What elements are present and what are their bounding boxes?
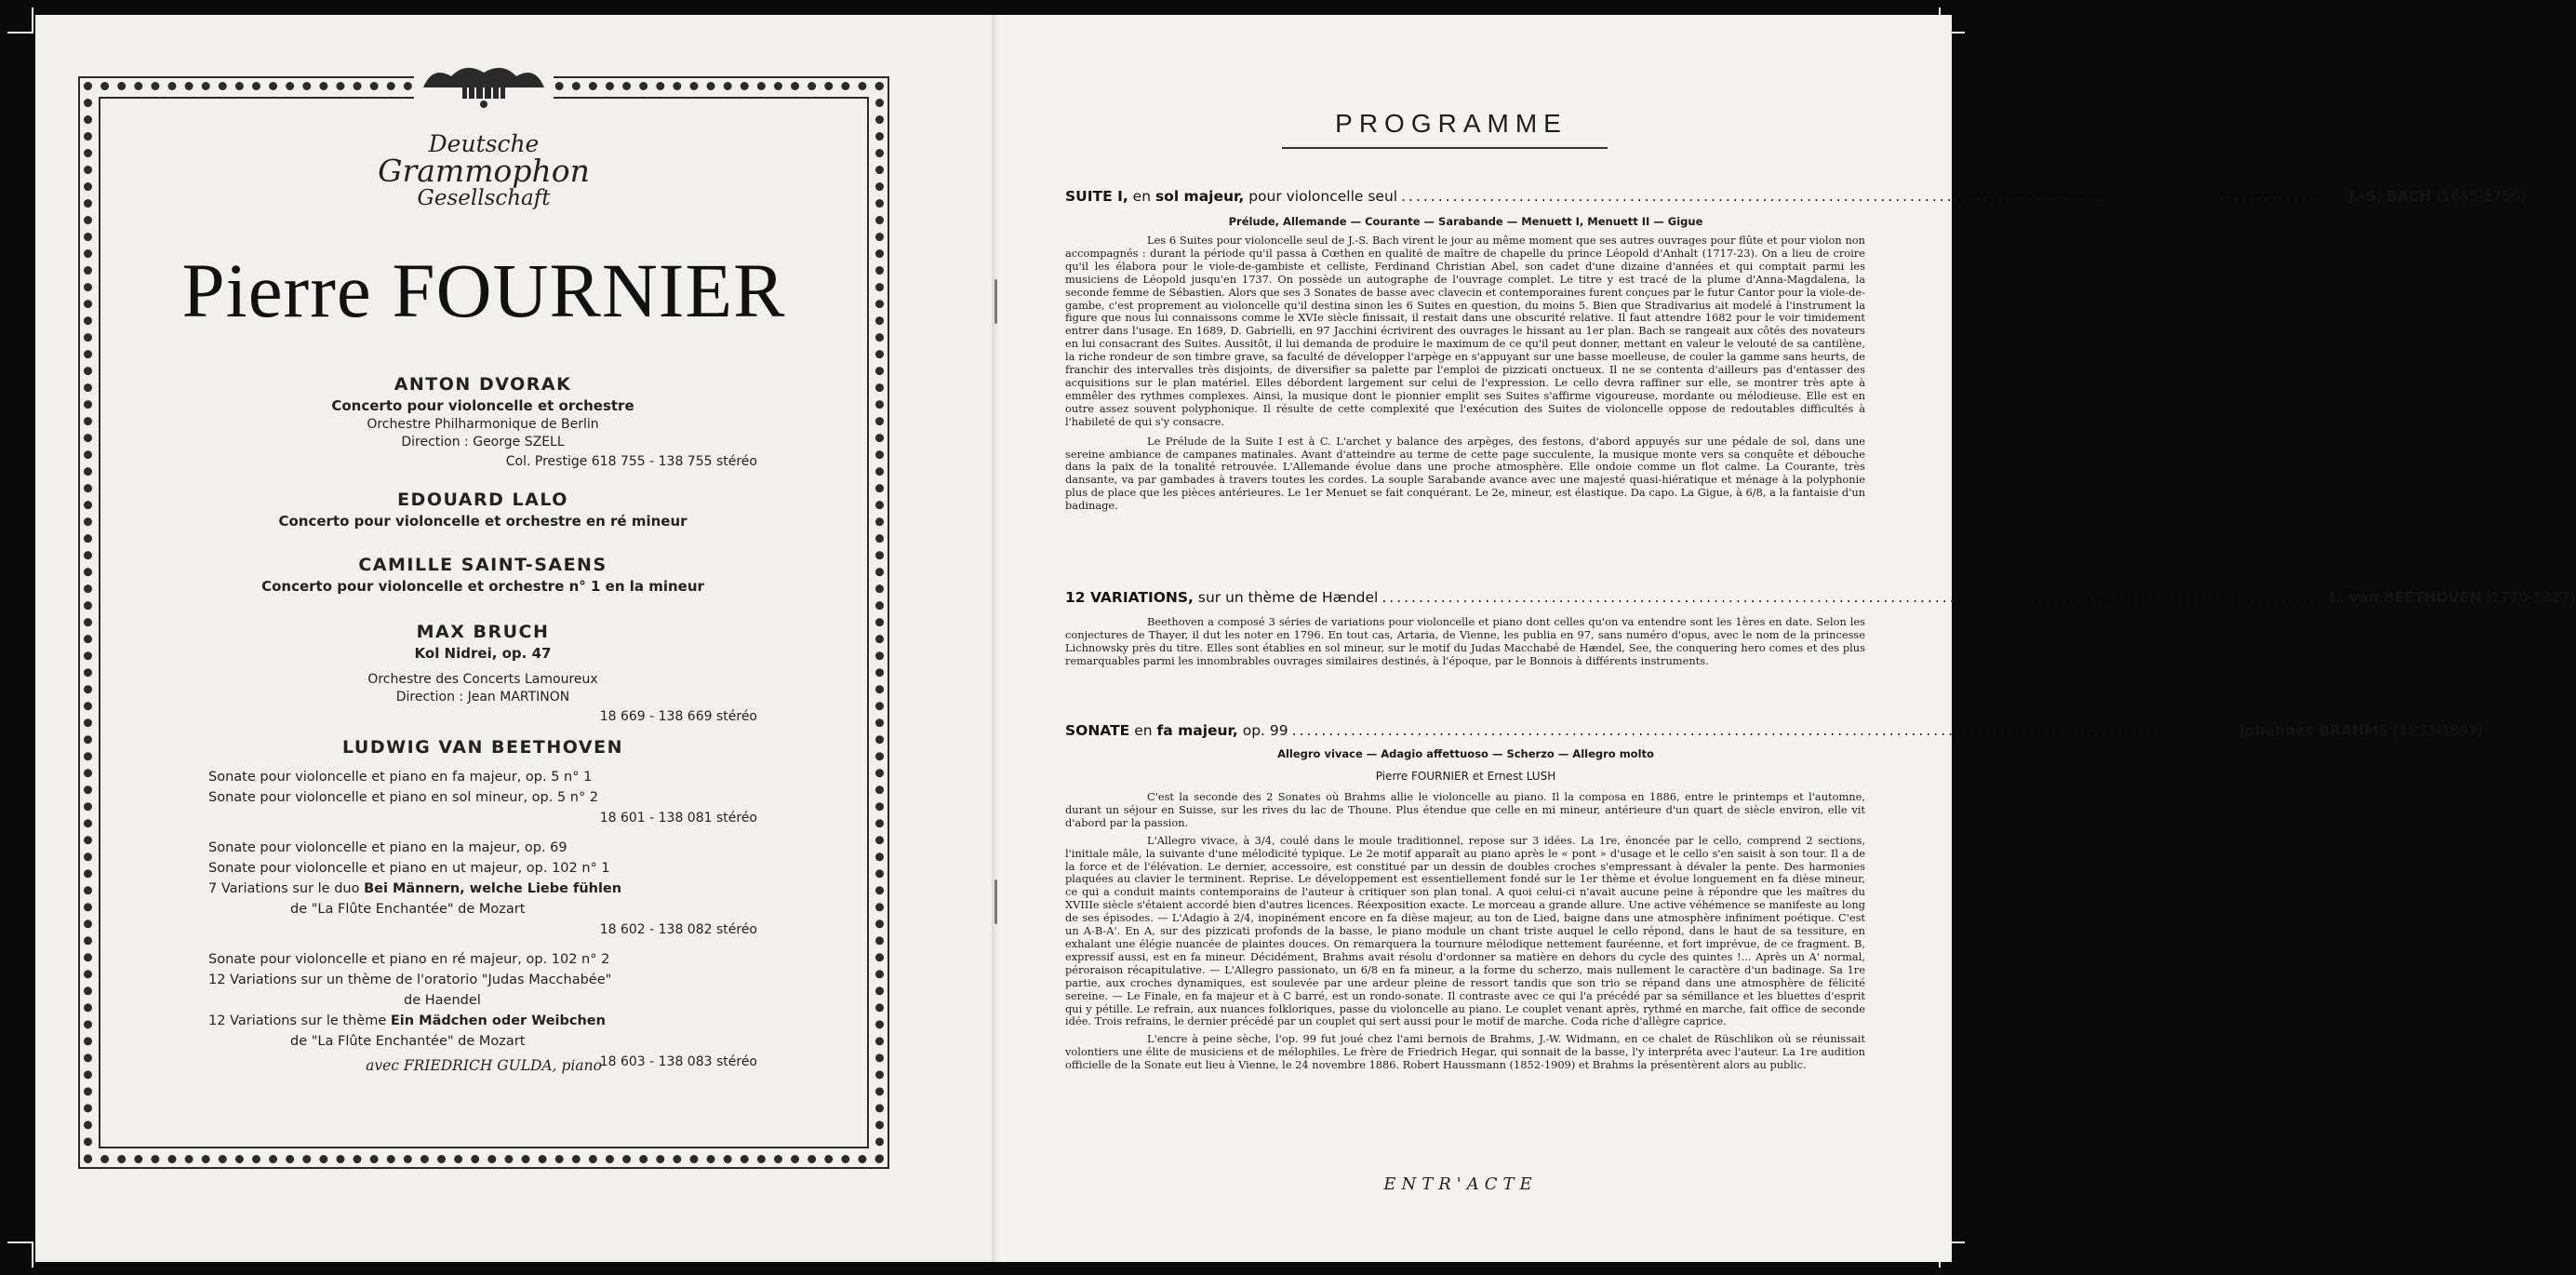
piece-heading-suite [1065,186,2526,207]
composer-name: ANTON DVORAK [394,374,572,395]
lalo-section [208,488,757,531]
catalog-number: 18 603 - 138 083 stéréo [599,1054,757,1069]
heading-text: pour violoncelle seul [1244,188,1398,205]
catalog-number: 18 601 - 138 081 stéréo [599,811,757,825]
piece-key: sol majeur, [1155,188,1245,205]
work-title: Concerto pour violoncelle et orchestre en ré mineur [278,513,687,530]
piece-key: fa majeur, [1156,722,1238,739]
logo-line: Grammophon [378,153,590,189]
director: Direction : Jean MARTINON [395,690,570,705]
piece-heading-variations [1065,587,2576,608]
piece-title: SONATE [1065,722,1130,739]
work-line: Sonate pour violoncelle et piano en ut majeur, op. 102 n° 1 [208,861,610,876]
composer-name: L. van BEETHOVEN [2329,589,2482,606]
programme-notes-bach [1065,235,1865,513]
paragraph: L'Allegro vivace, à 3/4, coulé dans le moule traditionnel, repose sur 3 idées. La 1re, énoncée par le cello, comprend 2 sections, l'initiale mâle, la suivante d'une mélodicité typique. Le 2e motif apparaît au piano après le « pont » d'usage et le cello s'en saisit à son tour. Il a de la force et de l'élévation. Le dernier, accessoire, est constitué par un dessin de doubles croches s'empressant à dévaler la pente. Des harmonies plaquées au clavier le terminent. Reprise. Le développement est essentiellement fondé sur le 1er thème et évolue longuement en fa dièse mineur, ce qui a conduit maints contemporains de l'auteur à critiquer son plan tonal. A quoi celui-ci n'avait aucune peine à répondre que les maîtres du XVIIIe siècle s'étaient accordé bien d'autres licences. Réexposition exacte. Le morceau a grande allure. Une active véhémence se manifeste au long de ses épisodes. — L'Adagio à 2/4, inopinément encore en fa dièse majeur, au ton de Lied, baigne dans une atmosphère infiniment poétique. C'est un A-B-A'. En A, sur des pizzicati profonds de la basse, le piano module un chant triste auquel le cello répond, dans le haut de sa tessiture, en exhalant une élégie nuancée de plaintes douces. On remarquera la tournure mélodique nettement fauréenne, et fort imprévue, de ce fragment. B, expressif aussi, est en fa mineur. Décidément, Brahms avait résolu d'ordonner sa matière en dehors du cycle des quintes !... Après un A' normal, péroraison récapitulative. — L'Allegro passionato, un 6/8 en fa mineur, a la forme du scherzo, mais nullement le caractère d'un badinage. Sa 1re partie, aux croches dynamiques, est soulevée par une ardeur pleine de ressort tandis que son trio se répand dans une atmosphère de félicité sereine. — Le Finale, en fa majeur et à C barré, est un rondo-sonate. Il contraste avec ce qui l'a précédé par sa sémillance et les bluettes d'esprit qui y pétille. Le refrain, aux nuances folkloriques, passe du violoncelle au piano. Le couplet venant après, rythmé en marche, fait office de seconde idée. Trois refrains, le dernier précédé par un couplet qui sert aussi pour le motif de marche. Coda riche d'allègre caprice. [1065,833,1865,1028]
scan-corner-mark [7,1241,33,1268]
composer-name: CAMILLE SAINT-SAENS [358,555,607,575]
beethoven-section [208,735,757,1072]
composer-name: EDOUARD LALO [397,490,568,510]
catalog-number: 18 602 - 138 082 stéréo [599,922,757,937]
work-line: Sonate pour violoncelle et piano en fa majeur, op. 5 n° 1 [208,770,593,785]
programme-notes-brahms [1065,791,1865,1072]
book-spine [992,15,999,1262]
work-line: de Haendel [404,993,481,1008]
performers: Pierre FOURNIER et Ernest LUSH [1375,770,1556,783]
staple [994,879,997,924]
programme-notes-beethoven [1065,616,1865,668]
work-title: Concerto pour violoncelle et orchestre [331,397,634,414]
director: Direction : George SZELL [401,435,565,450]
entracte-label: ENTR'ACTE [1383,1174,1538,1194]
composer-dates: (1833-1897) [2388,722,2484,739]
movement-list: Allegro vivace — Adagio affettuoso — Scherzo — Allegro molto [1277,747,1654,760]
dot-leader: ................................................................................................................................ [1291,722,2236,739]
title-underline [1282,147,1608,149]
composer-name: Johannès BRAHMS [2239,722,2389,739]
decorative-frame [78,76,889,1169]
heading-text: en [1129,722,1157,739]
paragraph: C'est la seconde des 2 Sonates où Brahms allie le violoncelle au piano. Il la composa en 1886, entre le printemps et l'automne, durant un séjour en Suisse, sur les rives du lac de Thoune. Plus étendue que celle en mi mineur, antérieure d'un quart de siècle environ, elle vit d'abord par la passion. [1065,790,1865,829]
staple [994,279,997,324]
scan-corner-mark [7,7,33,34]
composer-name: J.-S. BACH [2348,188,2432,205]
logo-line: Deutsche [428,130,540,157]
work-line: de "La Flûte Enchantée" de Mozart [290,1034,526,1049]
bruch-section [208,620,757,727]
pianist-credit: avec FRIEDRICH GULDA, piano [366,1057,602,1074]
heading-text: sur un thème de Hændel [1193,589,1379,606]
paragraph: Beethoven a composé 3 séries de variations pour violoncelle et piano dont celles qu'on va entendre sont les 1ères en date. Selon les conjectures de Thayer, il dut les noter en 1796. En tout cas, Artaria, de Vienne, les publia en 97, sans numéro d'opus, avec le nom de la princesse Lichnowsky près du titre. Elles sont établies en sol mineur, sur le motif du Judas Macchabé de Hændel, See, the conquering hero comes et des plus remarquables parmi les innombrables ouvrages similaires destinés, à l'époque, par le Bonnois à différents instruments. [1065,615,1865,667]
work-line: de "La Flûte Enchantée" de Mozart [290,902,526,917]
crown-ornament [414,60,554,112]
logo-line: Gesellschaft [417,186,551,210]
paragraph: Les 6 Suites pour violoncelle seul de J.-S. Bach virent le jour au même moment que ses autres ouvrages pour flûte et pour violon non accompagnés : durant la période qu'il passa à Cœthen en qualité de maître de chapelle du prince Léopold d'Anhalt (1717-23). On a lieu de croire qu'il les élabora pour le viole-de-gambiste et celliste, Ferdinand Christian Abel, son cadet d'une dizaine d'années et qui comptait parmi les musiciens de Léopold jusqu'en 1737. On possède un autographe de l'ouvrage complet. Le titre y est tracé de la plume d'Anna-Magdalena, la seconde femme de Sébastien. Alors que ses 3 Sonates de basse avec clavecin et contemporaines furent conçues par le futur Cantor pour la viole-de-gambe, c'est proprement au violoncelle qu'il destina sinon les 6 Suites en question, du moins 5. Bien que Stradivarius ait modelé à l'instrument la figure que nous lui connaissons comme le XVIe siècle finissait, il restait dans une obscurité relative. Il faut attendre 1682 pour le voir timidement entrer dans l'usage. En 1689, D. Gabrielli, en 97 Jacchini écrivirent des ouvrages le hissant au 1er plan. Bach se rangeait aux côtés des novateurs en lui consacrant des Suites. Aussitôt, il lui demanda de produire le maximum de ce qu'il peut donner, mettant en valeur le velouté de sa cantilène, la riche rondeur de son timbre grave, sa faculté de développer l'arpège en s'appuyant sur une basse moelleuse, de couler la gamme sans heurts, de franchir des intervalles très disjoints, de diversifier sa palette par l'emploi de pizzicati onctueux. Il ne se contenta d'ailleurs pas d'entasser des acquisitions sur le plan matériel. Elles débordent largement sur celui de l'expression. Le cello devra raffiner sur elle, se montrer très apte à emmêler des rythmes complexes. Ainsi, la musique dont le pionnier emplit ses Suites s'affirme vigoureuse, mordante ou mélodieuse. Elle est en outre assez souvent polyphonique. Il résulte de cette complexité que l'exécution des Suites de violoncelle oppose de redoutables difficultés à l'habileté de qui s'y consacre. [1065,234,1865,428]
dot-leader: ................................................................................................................................ [1401,188,2345,205]
piece-heading-sonate [1065,720,2484,741]
work-title: Kol Nidrei, op. 47 [414,645,552,662]
saint-saens-section [208,553,757,597]
composer-name: LUDWIG VAN BEETHOVEN [341,737,624,758]
catalog-number: 18 669 - 138 669 stéréo [599,709,757,724]
work-line: Sonate pour violoncelle et piano en la majeur, op. 69 [208,840,567,855]
dot-leader: ................................................................................................................................ [1381,589,2326,606]
heading-text: op. 99 [1237,722,1288,739]
work-prefix: 12 Variations sur le thème [208,1013,391,1028]
heading-text: en [1128,188,1155,205]
theme-title: Ein Mädchen oder Weibchen [390,1013,606,1028]
composer-dates: (1685-1750) [2431,188,2526,205]
composer-name: MAX BRUCH [416,622,550,642]
movement-list: Prélude, Allemande — Courante — Sarabande — Menuett I, Menuett II — Gigue [1228,215,1703,228]
orchestra: Orchestre Philharmonique de Berlin [367,417,599,432]
paragraph: L'encre à peine sèche, l'op. 99 fut joué chez l'ami bernois de Brahms, J.-W. Widmann, en ce chalet de Rüschlikon où se réunissait volontiers une élite de musiciens et de mélophiles. Le frère de Friedrich Hegar, qui sonnait de la basse, l'y interpréta avec l'auteur. La 1re audition officielle de la Sonate eut lieu à Vienne, le 24 novembre 1886. Robert Haussmann (1852-1909) et Brahms la présentèrent alors au public. [1065,1032,1865,1072]
work-line [208,879,757,899]
paragraph: Le Prélude de la Suite I est à C. L'archet y balance des arpèges, des festons, d'abord appuyés sur une pédale de sol, dans une sereine ambiance de campanes matinales. Avant d'atteindre au terme de cette page succulente, la musique monte vers sa conquête et débouche dans la paix de la tonalité retrouvée. L'Allemande évolue dans une proche atmosphère. Elle ondoie comme un flot calme. La Courante, très dansante, va par gambades à travers toutes les cordes. La souple Sarabande avance avec une majesté quasi-hiératique et ménage à la polyphonie plus de place que les pièces antérieures. Le 1er Menuet se fait conquérant. Le 2e, mineur, est élastique. Da capo. La Gigue, à 6/8, a la fantaisie d'un badinage. [1065,434,1865,513]
work-prefix: 7 Variations sur le duo [208,881,365,896]
work-title: Concerto pour violoncelle et orchestre n° 1 en la mineur [261,578,704,595]
orchestra: Orchestre des Concerts Lamoureux [367,672,598,687]
piece-title: SUITE I, [1065,188,1128,205]
catalog-number: Col. Prestige 618 755 - 138 755 stéréo [505,454,757,469]
programme-title: PROGRAMME [1335,109,1568,138]
piece-title: 12 VARIATIONS, [1065,589,1194,606]
work-line [208,1011,757,1031]
composer-dates: (1770-1827) [2481,589,2576,606]
artist-name: Pierre FOURNIER [181,248,786,333]
dvorak-section [208,372,757,472]
work-line: Sonate pour violoncelle et piano en sol mineur, op. 5 n° 2 [208,790,599,805]
work-line: Sonate pour violoncelle et piano en ré majeur, op. 102 n° 2 [208,952,610,967]
work-line: 12 Variations sur un thème de l'oratorio "Judas Macchabée" [208,973,612,987]
theme-title: Bei Männern, welche Liebe fühlen [364,881,622,896]
dgg-logo [78,132,889,210]
